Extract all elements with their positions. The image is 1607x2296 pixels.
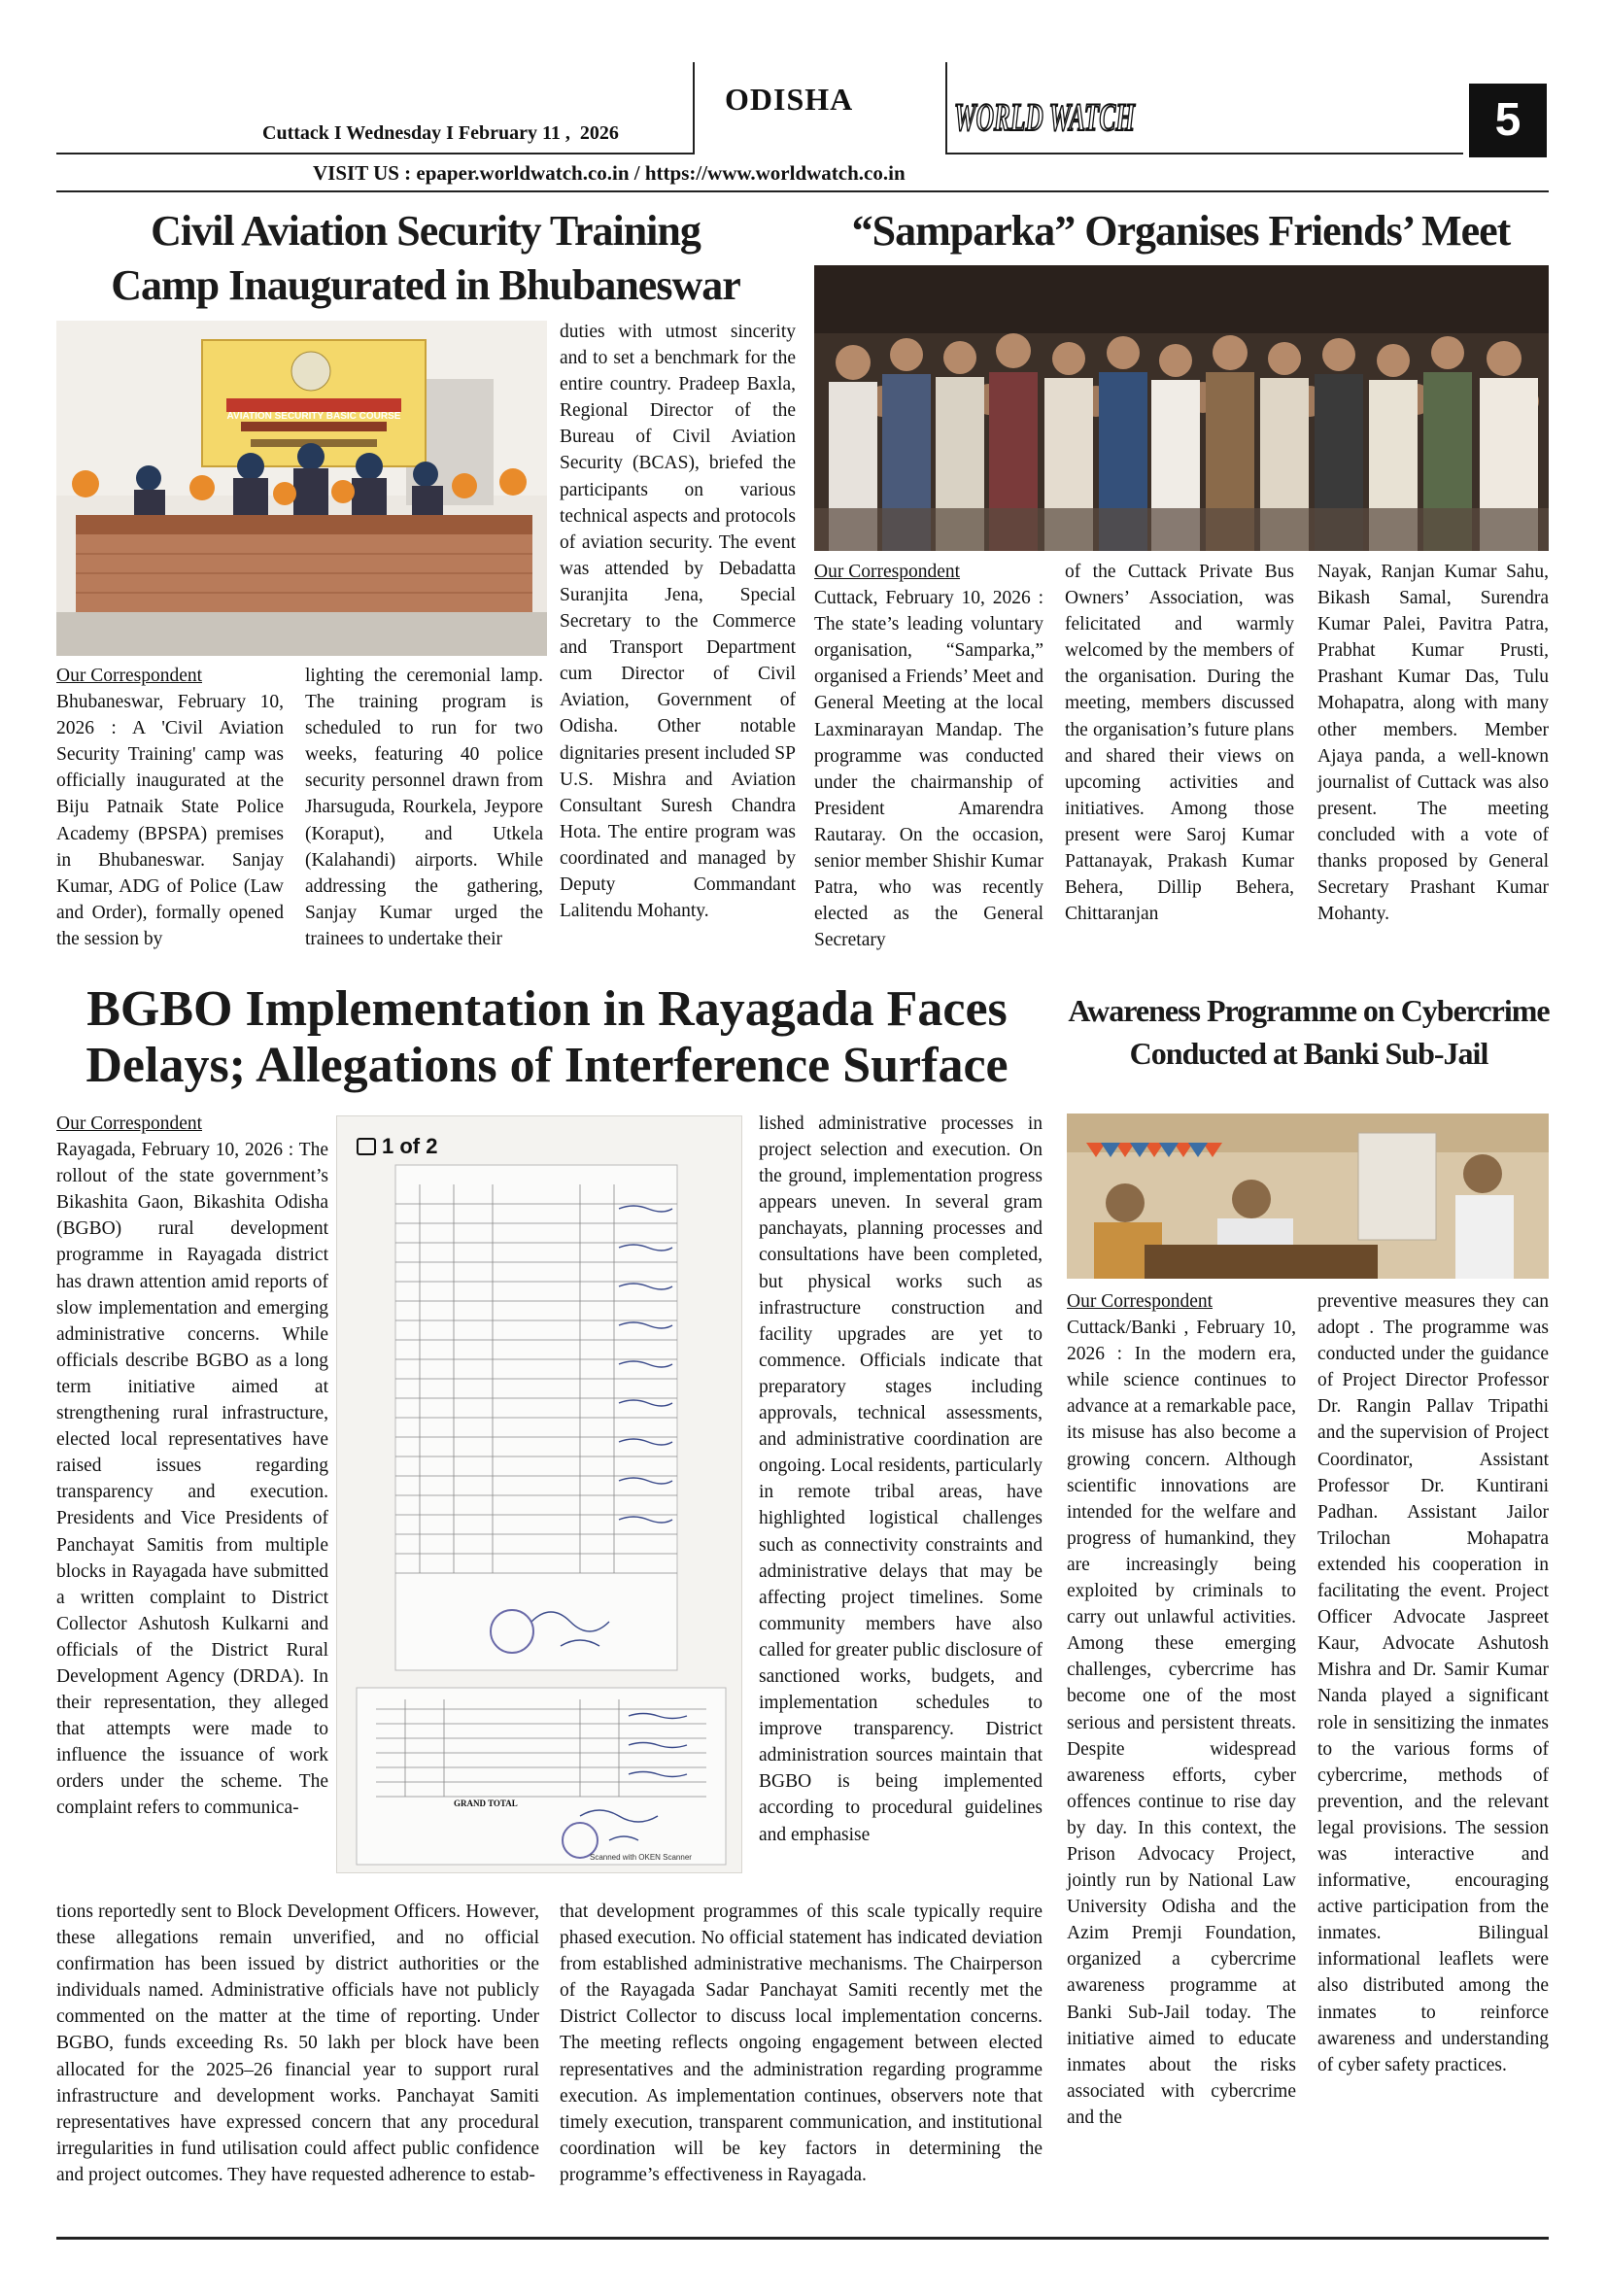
civil-aviation-photo <box>56 321 547 656</box>
page-bottom-rule <box>56 2237 1549 2240</box>
bgbo-col1 <box>56 1111 328 1822</box>
masthead <box>0 0 1607 194</box>
bgbo-col23-wide <box>560 1899 1043 2188</box>
cybercrime-col1-text: Cuttack/Banki , February 10, 2026 : In the modern era, while science continues to advance at a remarkable pace, its misuse has also become a growing concern. Although scientific innovations are intended for the welfare and progress of humankind, they are increasingly being exploited by criminals to carry out unlawful activities. Among these emerging challenges, cybercrime has become one of the most serious and persistent threats. Despite widespread awareness efforts, cyber offences continue to rise day by day. In this context, the Prison Advocacy Project, jointly run by National Law University Odisha and the Azim Premji Foundation, organized a cybercrime awareness programme at Banki Sub-Jail today. The initiative aimed to educate inmates about the risks associated with cybercrime and the <box>1067 1318 1296 2128</box>
samparka-col2 <box>1065 559 1294 927</box>
civil-aviation-byline: Our Correspondent <box>56 666 203 686</box>
bgbo-document-image <box>336 1115 742 1873</box>
civil-aviation-col2 <box>305 663 543 952</box>
civil-aviation-col1 <box>56 663 284 952</box>
masthead-underline-left <box>56 153 695 154</box>
civil-aviation-banner-text: AVIATION SECURITY BASIC COURSE <box>226 411 401 422</box>
bgbo-col1-wide <box>56 1899 539 2188</box>
cybercrime-headline: Awareness Programme on Cybercrime Conducted at Banki Sub-Jail <box>1068 993 1550 1071</box>
civil-aviation-headline: Civil Aviation Security Training Camp Inaugurated in Bhubaneswar <box>111 207 740 309</box>
bgbo-col3-text: lished administrative processes in project selection and execution. On the ground, implementation progress appears uneven. In several gram panchayats, planning processes and consultations have been completed, but physical works such as infrastructure construction and facility upgrades are yet to commence. Officials indicate that preparatory stages including approvals, technical assessments, and administrative coordination are ongoing. Local residents, particularly in remote tribal areas, have highlighted logistical challenges such as connectivity constraints and administrative delays that may be affecting project timelines. Some community members have also called for greater public disclosure of sanctioned works, budgets, and implementation schedules to improve transparency. District administration sources maintain that BGBO is being implemented according to procedural guidelines and emphasise <box>759 1114 1043 1845</box>
bgbo-col1-wide-text: tions reportedly sent to Block Development Officers. However, these allegations remain unverified, and no official confirmation has been issued by district authorities or the individuals named. Administrative officials have not publicly commented on the matter at the time of reporting. Under BGBO, funds exceeding Rs. 50 lakh per block have been allocated for the 2025–26 financial year to support rural infrastructure and development works. Panchayat Samiti representatives have expressed concern that any procedural irregularities in fund utilisation could affect public confidence and project outcomes. They have requested adherence to estab- <box>56 1902 539 2185</box>
bgbo-col3 <box>759 1111 1043 1848</box>
samparka-col3-text: Nayak, Ranjan Kumar Sahu, Bikash Samal, Surendra Kumar Palei, Pavitra Patra, Prabhat Kumar Prusti, Prashant Kumar Das, Tulu Mohapatra, along with many other members. Member Ajaya panda, a well-known journalist of Cuttack was also present. The meeting concluded with a vote of thanks proposed by General Secretary Prashant Kumar Mohanty. <box>1317 562 1549 925</box>
samparka-byline: Our Correspondent <box>814 562 961 582</box>
cybercrime-photo <box>1067 1114 1549 1279</box>
masthead-vertical-rule-left <box>693 62 695 154</box>
masthead-underline-right <box>945 153 1463 154</box>
masthead-vertical-rule-mid <box>945 62 947 154</box>
bgbo-col1-text: Rayagada, February 10, 2026 : The rollout of the state government’s Bikashita Gaon, Bikashita Odisha (BGBO) rural development programme in Rayagada district has drawn attention amid reports of slow implementation and emerging administrative concerns. While officials describe BGBO as a long term initiative aimed at strengthening rural infrastructure, elected local representatives have raised issues regarding transparency and execution. Presidents and Vice Presidents of Panchayat Samitis from multiple blocks in Rayagada have submitted a written complaint to District Collector Ashutosh Kulkarni and officials of the District Rural Development Agency (DRDA). In their representation, they alleged that attempts were made to influence the issuance of work orders under the scheme. The complaint refers to communica- <box>56 1140 328 1819</box>
civil-aviation-col2-text: lighting the ceremonial lamp. The training program is scheduled to run for two weeks, featuring 40 police security personnel drawn from Jharsuguda, Rourkela, Jeypore (Koraput), and Utkela (Kalahandi) airports. While addressing the gathering, Sanjay Kumar urged the trainees to undertake their <box>305 666 543 949</box>
bgbo-col23-wide-text: that development programmes of this scale typically require phased execution. No official statement has indicated deviation from established administrative mechanisms. The Chairperson of the Rayagada Sadar Panchayat Samiti recently met the District Collector to discuss local implementation concerns. The meeting reflects ongoing engagement between elected representatives and the administration regarding programme execution. As implementation continues, observers note that timely execution, transparent communication, and institutional coordination will be key factors in determining the programme’s effectiveness in Rayagada. <box>560 1902 1043 2185</box>
world-watch-logo <box>952 84 1137 144</box>
samparka-col2-text: of the Cuttack Private Bus Owners’ Association, was felicitated and warmly welcomed by the members of the organisation. During the meeting, members discussed the organisation’s future plans and shared their views on upcoming activities and initiatives. Among those present were Saroj Kumar Pattanayak, Prakash Kumar Behera, Dillip Behera, Chittaranjan <box>1065 562 1294 925</box>
svg-text:WORLD WATCH: WORLD WATCH <box>954 95 1137 139</box>
samparka-col1 <box>814 559 1043 953</box>
bgbo-document-tables <box>337 1116 743 1874</box>
civil-aviation-col1-text: Bhubaneswar, February 10, 2026 : A 'Civil Aviation Security Training' camp was officially inaugurated at the Biju Patnaik State Police Academy (BPSPA) premises in Bhubaneswar. Sanjay Kumar, ADG of Police (Law and Order), formally opened the session by <box>56 692 284 949</box>
cybercrime-col2-text: preventive measures they can adopt . The programme was conducted under the guidance of Project Director Professor Dr. Rangin Pallav Tripathi and the supervision of Project Coordinator, Assistant Professor Dr. Kuntirani Padhan. Assistant Jailor Trilochan Mohapatra extended his cooperation in facilitating the event. Project Officer Advocate Jaspreet Kaur, Advocate Ashutosh Mishra and Dr. Samir Kumar Nanda played a significant role in sensitizing the inmates to the various forms of cybercrime, methods of prevention, and the relevant legal provisions. The session was interactive and informative, encouraging active participation from the inmates. Bilingual informational leaflets were also distributed among the inmates to reinforce awareness and understanding of cyber safety practices. <box>1317 1291 1549 2075</box>
civil-aviation-col3 <box>560 319 796 924</box>
bgbo-page-indicator: 1 of 2 <box>357 1134 437 1159</box>
bgbo-doc-scanned-label: Scanned with OKEN Scanner <box>590 1853 692 1862</box>
cybercrime-col2 <box>1317 1288 1549 2078</box>
bgbo-headline: BGBO Implementation in Rayagada Faces Delays; Allegations of Interference Surface <box>85 981 1009 1093</box>
civil-aviation-col3-text: duties with utmost sincerity and to set a benchmark for the entire country. Pradeep Baxla, Regional Director of the Bureau of Civil Aviation Security (BCAS), briefed the participants on various technical aspects and protocols of aviation security. The event was attended by Debadatta Suranjita Jena, Special Secretary to the Commerce and Transport Department cum Director of Civil Aviation, Government of Odisha. Other notable dignitaries present included SP U.S. Mishra and Aviation Consultant Suresh Chandra Hota. The entire program was coordinated and managed by Deputy Commandant Lalitendu Mohanty. <box>560 322 796 922</box>
bgbo-byline: Our Correspondent <box>56 1114 203 1134</box>
samparka-headline: “Samparka” Organises Friends’ Meet <box>851 207 1511 255</box>
section-title: ODISHA <box>725 82 854 117</box>
cybercrime-byline: Our Correspondent <box>1067 1291 1214 1312</box>
samparka-col1-text: Cuttack, February 10, 2026 : The state’s leading voluntary organisation, “Samparka,” organised a Friends’ Meet and General Meeting at the local Laxminarayan Mandap. The programme was conducted under the chairmanship of President Amarendra Rautaray. On the occasion, senior member Shishir Kumar Patra, who was recently elected as the General Secretary <box>814 588 1043 951</box>
cybercrime-col1 <box>1067 1288 1296 2131</box>
samparka-col3 <box>1317 559 1549 927</box>
dateline: Cuttack I Wednesday I February 11 , 2026 <box>262 122 619 144</box>
masthead-bottom-rule <box>56 190 1549 192</box>
bgbo-doc-grand-total: GRAND TOTAL <box>454 1799 518 1808</box>
visit-line: VISIT US : epaper.worldwatch.co.in / https://www.worldwatch.co.in <box>313 161 906 185</box>
samparka-group-photo <box>814 265 1549 551</box>
page-number: 5 <box>1494 94 1522 146</box>
page-number-box <box>1469 84 1547 157</box>
